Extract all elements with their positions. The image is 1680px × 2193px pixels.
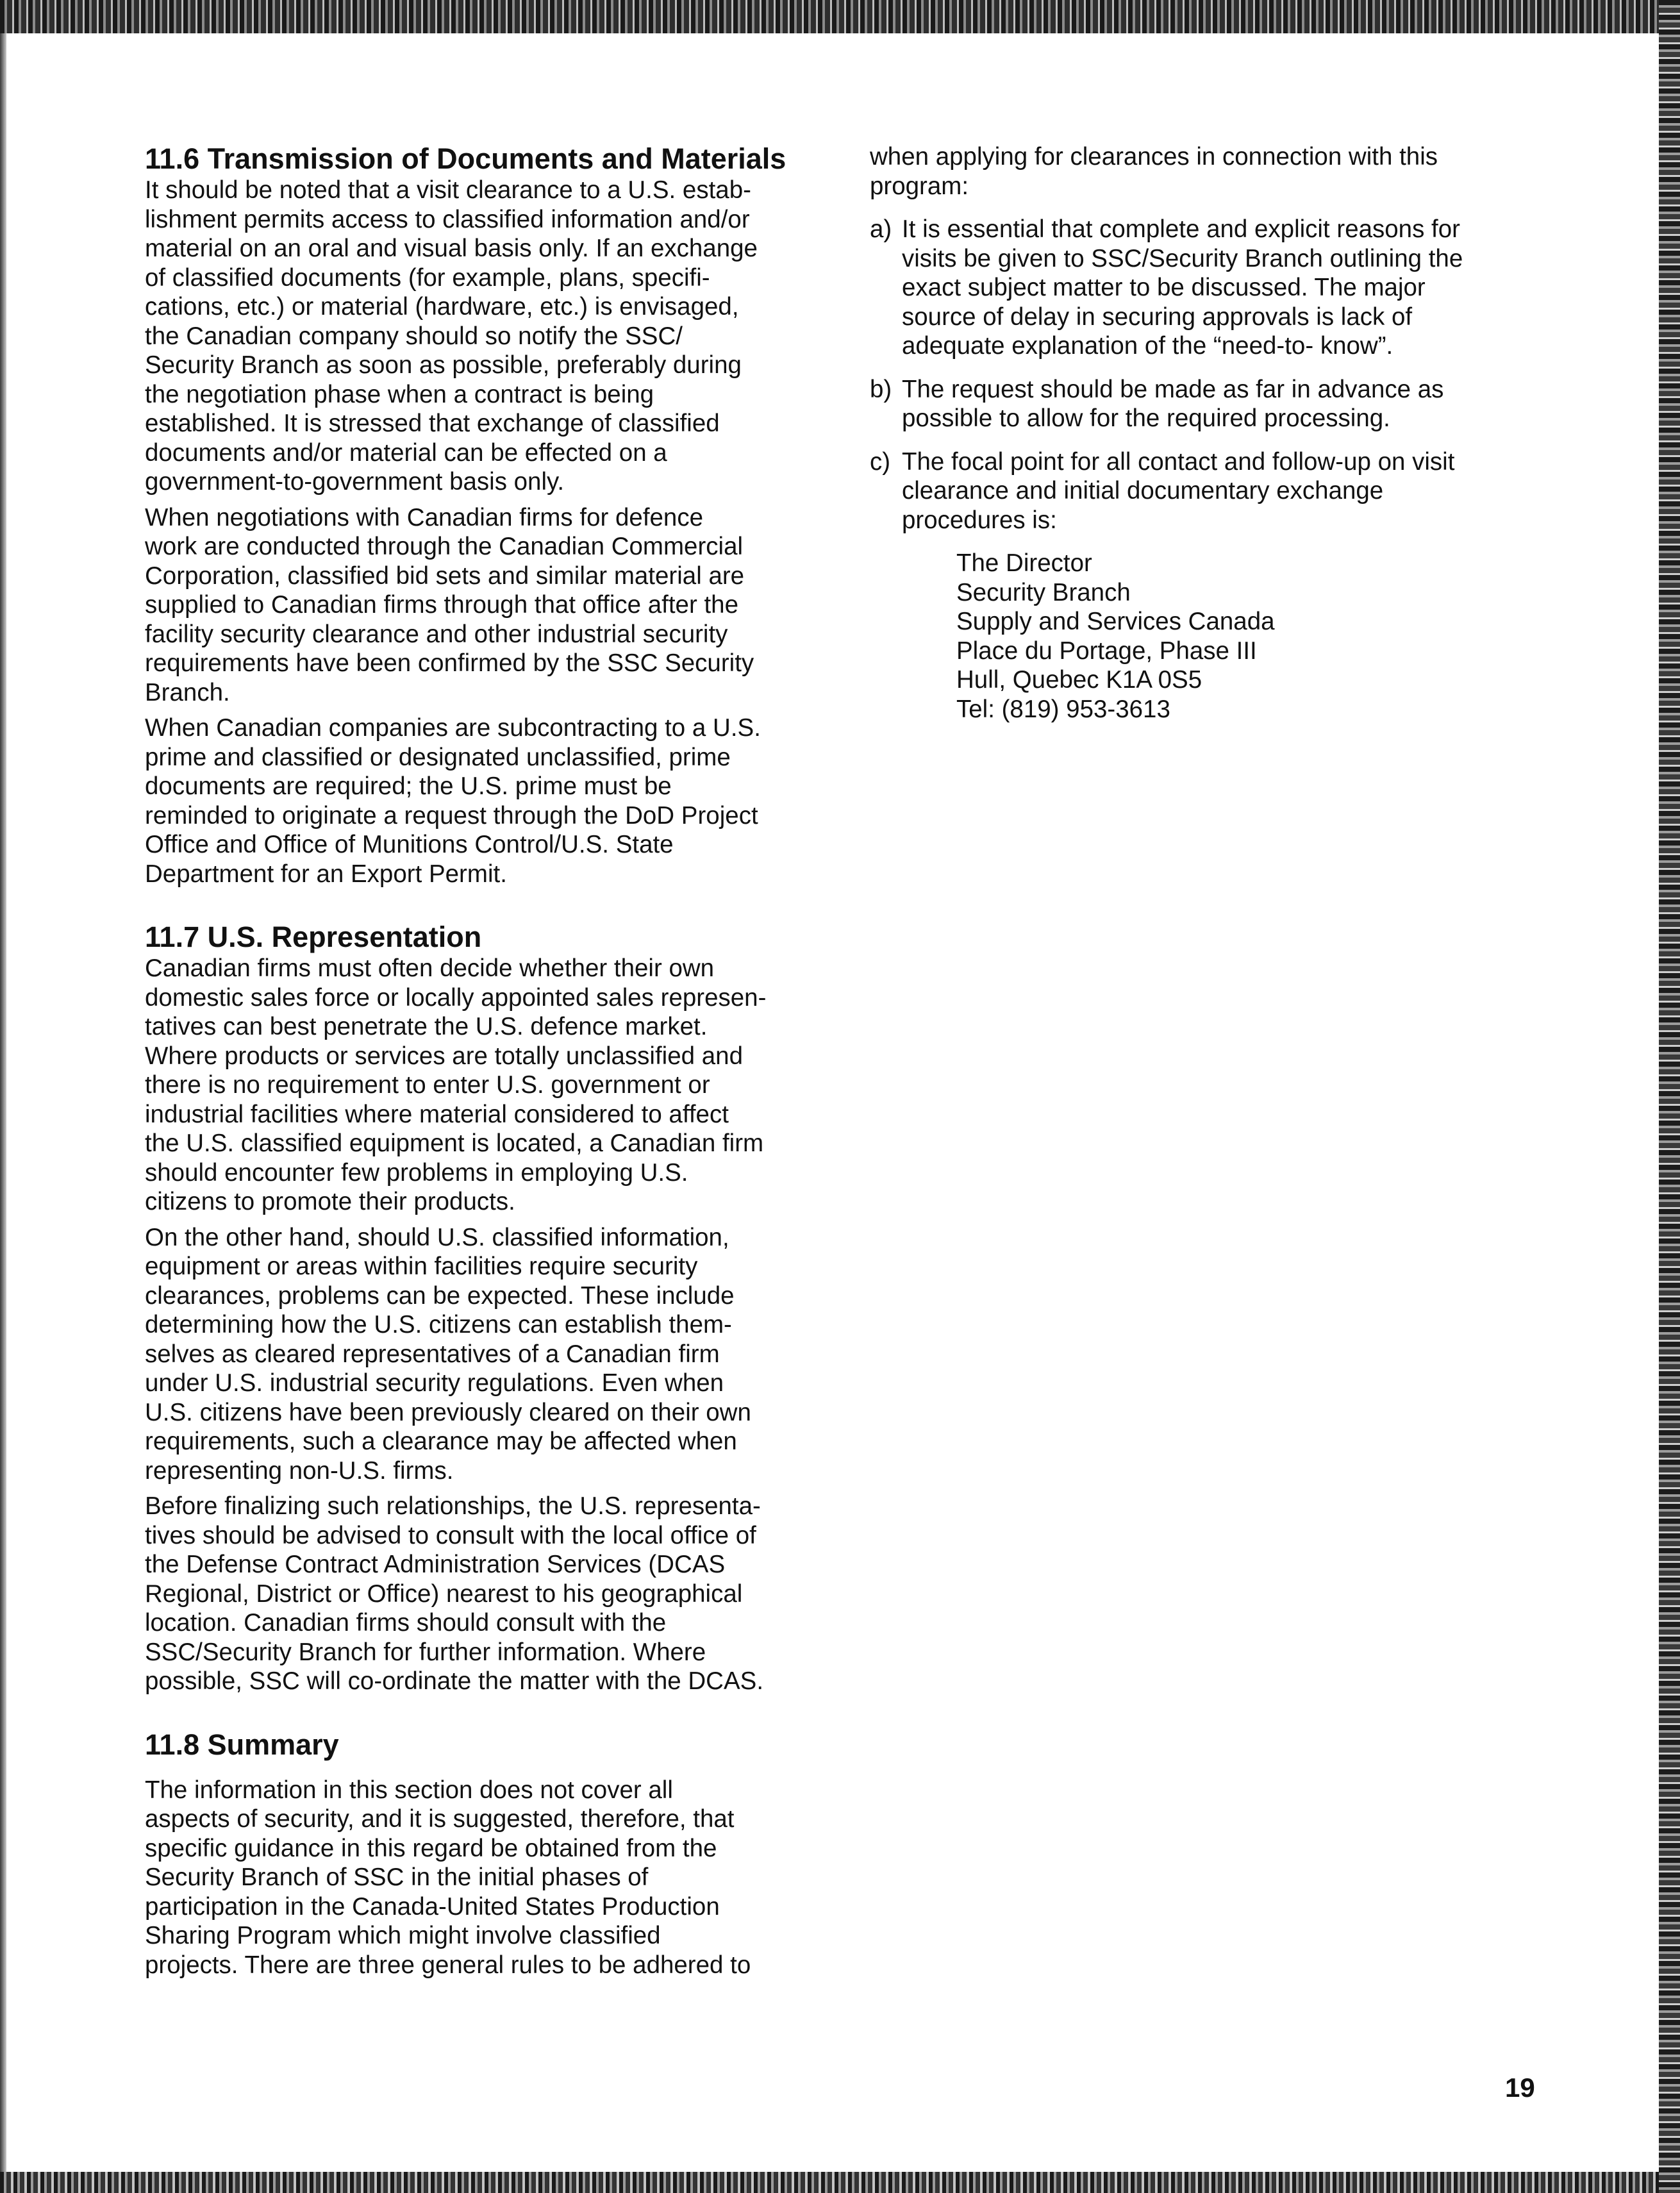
paragraph-line: there is no requirement to enter U.S. government or	[145, 1071, 710, 1099]
paragraph-line: facility security clearance and other industrial security	[145, 620, 728, 648]
paragraph-line: of classified documents (for example, plans, specifi-	[145, 263, 710, 292]
paragraph-line: U.S. citizens have been previously cleared on their own	[145, 1398, 751, 1426]
right-column	[870, 142, 1517, 724]
left-column	[145, 142, 818, 1986]
section-heading: 11.7 U.S. Representation	[145, 921, 482, 953]
paragraph-line: Corporation, classified bid sets and similar material are	[145, 562, 745, 590]
paragraph-line: Canadian firms must often decide whether their own	[145, 955, 715, 982]
page-number: 19	[1505, 2072, 1535, 2103]
paragraph-line: On the other hand, should U.S. classified information,	[145, 1223, 729, 1251]
paragraph-line: SSC/Security Branch for further information. Where	[145, 1638, 706, 1666]
paragraph-line: the Defense Contract Administration Services (DCAS	[145, 1551, 726, 1578]
paragraph-line: representing non-U.S. firms.	[145, 1456, 454, 1485]
paragraph-line: documents and/or material can be effected on a	[145, 438, 667, 467]
paragraph-line: supplied to Canadian firms through that office after the	[145, 591, 738, 619]
paragraph-line: the Canadian company should so notify the SSC/	[145, 322, 683, 350]
paragraph-line: the U.S. classified equipment is located, a Canadian firm	[145, 1130, 764, 1157]
paragraph-line: tatives can best penetrate the U.S. defence market.	[145, 1013, 708, 1040]
rule-marker: c)	[870, 447, 891, 476]
paragraph-line: Where products or services are totally unclassified and	[145, 1042, 743, 1070]
paragraph-line: work are conducted through the Canadian Commercial	[145, 533, 744, 560]
address-line: Hull, Quebec K1A 0S5	[956, 666, 1202, 694]
body-paragraph	[145, 1223, 818, 1486]
address-line: Security Branch	[956, 578, 1131, 606]
paragraph-line: Sharing Program which might involve classified	[145, 1922, 661, 1949]
paragraph-line: tives should be advised to consult with the local office of	[145, 1521, 756, 1549]
scan-edge-bottom	[0, 2172, 1680, 2193]
paragraph-line: It should be noted that a visit clearance to a U.S. estab-	[145, 176, 751, 204]
paragraph-line: equipment or areas within facilities require security	[145, 1253, 698, 1280]
scan-edge-left	[0, 33, 6, 2172]
address-line: Supply and Services Canada	[956, 608, 1275, 635]
paragraph-line: Before finalizing such relationships, the U.S. representa-	[145, 1492, 761, 1520]
rule-line: possible to allow for the required processing.	[902, 404, 1390, 432]
rule-item	[870, 447, 1517, 535]
paragraph-line: documents are required; the U.S. prime must be	[145, 772, 672, 800]
rule-item	[870, 215, 1517, 361]
right-intro-paragraph	[870, 142, 1517, 201]
rule-marker: b)	[870, 375, 892, 403]
address-line: Place du Portage, Phase III	[956, 637, 1257, 665]
body-paragraph	[145, 503, 818, 708]
section-heading: 11.6 Transmission of Documents and Materials	[145, 142, 786, 175]
body-paragraph	[145, 954, 818, 1217]
section	[145, 1728, 818, 1980]
address-line: Tel: (819) 953-3613	[956, 695, 1170, 723]
contact-address	[956, 549, 1517, 724]
paragraph-line: reminded to originate a request through the DoD Project	[145, 801, 758, 830]
rule-text	[902, 447, 1517, 535]
paragraph-line: When Canadian companies are subcontracting to a U.S.	[145, 714, 761, 742]
paragraph-line: domestic sales force or locally appointed sales represen-	[145, 983, 767, 1012]
rule-text	[902, 375, 1517, 433]
body-paragraph	[145, 713, 818, 888]
section-heading: 11.8 Summary	[145, 1728, 339, 1761]
section	[145, 921, 818, 1696]
rule-text	[902, 215, 1517, 361]
paragraph-line: citizens to promote their products.	[145, 1188, 515, 1215]
rule-marker: a)	[870, 215, 892, 243]
rule-line: The focal point for all contact and follow-up on visit	[902, 447, 1455, 476]
paragraph-line: under U.S. industrial security regulations. Even when	[145, 1369, 724, 1397]
rule-line: The request should be made as far in advance as	[902, 375, 1444, 403]
paragraph-line: determining how the U.S. citizens can establish them-	[145, 1311, 732, 1338]
section	[145, 142, 818, 888]
section-spacer	[145, 1703, 818, 1728]
scan-edge-top	[0, 0, 1680, 33]
body-paragraph	[145, 1492, 818, 1696]
paragraph-line: should encounter few problems in employing U.S.	[145, 1158, 688, 1187]
paragraph-line: projects. There are three general rules to be adhered to	[145, 1951, 751, 1979]
paragraph-line: the negotiation phase when a contract is being	[145, 380, 654, 408]
paragraph-line: government-to-government basis only.	[145, 468, 565, 496]
paragraph-line: Office and Office of Munitions Control/U.S. State	[145, 831, 674, 858]
paragraph-line: location. Canadian firms should consult with the	[145, 1609, 667, 1637]
paragraph-line: specific guidance in this regard be obtained from the	[145, 1834, 717, 1862]
intro-line: when applying for clearances in connection with this	[870, 143, 1438, 171]
body-paragraph	[145, 1776, 818, 1980]
address-line: The Director	[956, 549, 1092, 577]
paragraph-line: Department for an Export Permit.	[145, 860, 507, 888]
paragraph-line: established. It is stressed that exchange of classified	[145, 410, 720, 437]
rule-line: adequate explanation of the “need-to- know”.	[902, 332, 1393, 360]
paragraph-line: possible, SSC will co-ordinate the matter with the DCAS.	[145, 1667, 764, 1695]
paragraph-line: lishment permits access to classified information and/or	[145, 205, 750, 233]
paragraph-line: Security Branch of SSC in the initial phases of	[145, 1864, 649, 1891]
paragraph-line: requirements, such a clearance may be affected when	[145, 1428, 737, 1455]
paragraph-line: requirements have been confirmed by the SSC Security	[145, 649, 754, 677]
paragraph-line: When negotiations with Canadian firms for defence	[145, 503, 704, 531]
paragraph-line: The information in this section does not cover all	[145, 1776, 673, 1804]
paragraph-line: clearances, problems can be expected. These include	[145, 1281, 735, 1310]
scan-edge-right	[1659, 0, 1680, 2193]
paragraph-line: cations, etc.) or material (hardware, etc.) is envisaged,	[145, 293, 739, 321]
rule-line: visits be given to SSC/Security Branch outlining the	[902, 244, 1463, 272]
rule-line: exact subject matter to be discussed. The major	[902, 274, 1426, 301]
section-spacer	[145, 895, 818, 921]
rule-line: It is essential that complete and explicit reasons for	[902, 215, 1460, 243]
paragraph-line: participation in the Canada-United States Production	[145, 1892, 720, 1921]
paragraph-line: selves as cleared representatives of a Canadian firm	[145, 1340, 720, 1368]
body-paragraph	[145, 176, 818, 497]
paragraph-line: Security Branch as soon as possible, preferably during	[145, 351, 742, 379]
rule-item	[870, 375, 1517, 433]
rule-line: clearance and initial documentary exchange	[902, 477, 1384, 504]
intro-line: program:	[870, 172, 969, 200]
paragraph-line: Branch.	[145, 678, 230, 706]
rule-line: procedures is:	[902, 506, 1057, 534]
rules-list	[870, 215, 1517, 535]
paragraph-line: prime and classified or designated unclassified, prime	[145, 743, 731, 771]
paragraph-line: Regional, District or Office) nearest to his geographical	[145, 1580, 743, 1608]
paragraph-line: industrial facilities where material considered to affect	[145, 1100, 729, 1128]
rule-line: source of delay in securing approvals is lack of	[902, 303, 1413, 331]
paragraph-line: material on an oral and visual basis only. If an exchange	[145, 235, 758, 262]
paragraph-line: aspects of security, and it is suggested, therefore, that	[145, 1805, 735, 1833]
